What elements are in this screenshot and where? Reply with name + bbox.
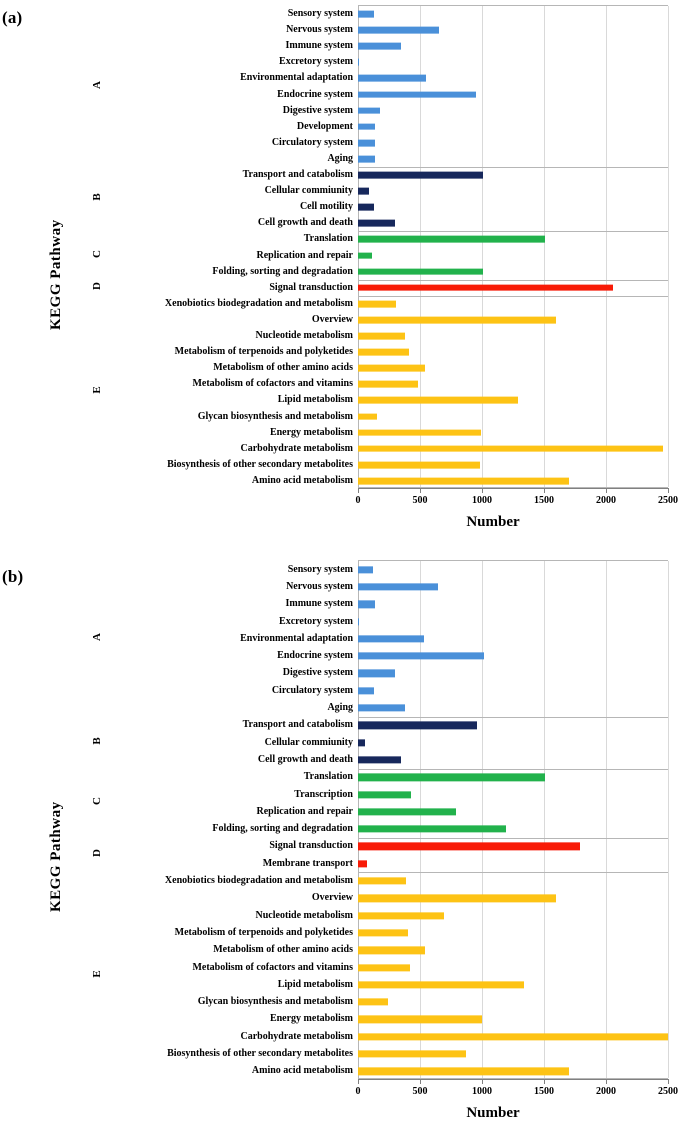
bar-row (240, 70, 668, 86)
bar-row (269, 838, 668, 855)
panel-b (0, 552, 685, 1135)
category-label: Nucleotide metabolism (255, 909, 353, 921)
category-label: Cell growth and death (257, 217, 353, 229)
category-label: Amino acid metabolism (251, 1065, 353, 1077)
bar (358, 601, 375, 608)
x-tick-label: 0 (355, 495, 361, 506)
bar-row (327, 151, 668, 167)
category-label: Aging (327, 152, 353, 164)
x-tick-mark (358, 1079, 359, 1084)
x-tick-mark (606, 1079, 607, 1084)
bar-row (279, 613, 668, 630)
bar (358, 1068, 569, 1075)
bar-row (285, 596, 668, 613)
category-label: Replication and repair (256, 805, 353, 817)
category-label: Nervous system (286, 580, 353, 592)
category-label: Energy metabolism (269, 1013, 353, 1025)
x-tick-label: 1000 (472, 1086, 492, 1097)
category-label: Biosynthesis of other secondary metabolites (167, 1048, 353, 1060)
category-label: Xenobiotics biodegradation and metabolism (164, 875, 353, 887)
bar (358, 349, 409, 356)
category-label: Lipid metabolism (277, 394, 353, 406)
bar-row (262, 855, 668, 872)
category-label: Sensory system (287, 8, 353, 20)
category-label: Transcription (294, 788, 353, 800)
x-tick-mark (668, 488, 669, 493)
category-label: Digestive system (282, 667, 353, 679)
category-label: Translation (303, 233, 353, 245)
category-label: Xenobiotics biodegradation and metabolism (164, 297, 353, 309)
x-tick-label: 2500 (658, 495, 678, 506)
bar (358, 461, 480, 468)
bar (358, 877, 406, 884)
bar-row (255, 328, 668, 344)
x-tick-mark (482, 1079, 483, 1084)
category-label: Energy metabolism (269, 426, 353, 438)
panel-a-y-axis-title: KEGG Pathway (48, 219, 64, 330)
bar-row (271, 682, 668, 699)
group-letter-c: C (91, 797, 103, 806)
bar (358, 635, 424, 642)
gridline-2500 (668, 6, 669, 487)
category-label: Biosynthesis of other secondary metabolites (167, 458, 353, 470)
category-label: Circulatory system (271, 136, 353, 148)
bar-row (282, 665, 668, 682)
category-label: Cell growth and death (257, 753, 353, 765)
x-tick-mark (668, 1079, 669, 1084)
category-label: Glycan biosynthesis and metabolism (197, 410, 353, 422)
bar-row (213, 360, 668, 376)
category-label: Environmental adaptation (240, 632, 353, 644)
category-label: Circulatory system (271, 684, 353, 696)
group-letter-e: E (91, 970, 103, 978)
bar-row (240, 1028, 668, 1045)
x-tick-label: 1000 (472, 495, 492, 506)
x-axis-line (358, 488, 668, 489)
bar (358, 756, 401, 763)
bar-row (197, 409, 668, 425)
bar-row (285, 38, 668, 54)
bar (358, 75, 426, 82)
x-tick-label: 500 (412, 495, 428, 506)
bar-row (327, 699, 668, 716)
group-letter-b: B (91, 736, 103, 745)
bar-row (192, 959, 668, 976)
category-label: Amino acid metabolism (251, 474, 353, 486)
bar (358, 843, 580, 850)
category-label: Membrane transport (262, 857, 353, 869)
bar (358, 860, 367, 867)
bar (358, 123, 375, 130)
panel-b-y-axis-title: KEGG Pathway (48, 801, 64, 912)
bar (358, 107, 380, 114)
bar (358, 1016, 482, 1023)
x-tick-mark (544, 488, 545, 493)
category-label: Metabolism of cofactors and vitamins (192, 378, 353, 390)
bar (358, 365, 425, 372)
bar (358, 204, 374, 211)
category-label: Replication and repair (256, 249, 353, 261)
bar (358, 220, 395, 227)
bar (358, 268, 483, 275)
bar (358, 413, 377, 420)
category-label: Carbohydrate metabolism (240, 1030, 353, 1042)
bar (358, 139, 375, 146)
group-letter-e: E (91, 386, 103, 395)
bar-row (240, 630, 668, 647)
category-label: Excretory system (279, 56, 353, 68)
category-label: Endocrine system (277, 88, 353, 100)
category-label: Transport and catabolism (242, 169, 353, 181)
panel-b-tag: (b) (2, 567, 24, 586)
category-label: Overview (311, 313, 353, 325)
category-label: Endocrine system (277, 650, 353, 662)
category-label: Folding, sorting and degradation (212, 265, 353, 277)
bar-row (286, 578, 668, 595)
panel-b-x-axis-title: Number (466, 1105, 520, 1121)
group-letter-a: A (91, 632, 103, 641)
bar-row (197, 994, 668, 1011)
x-tick-label: 0 (355, 1086, 361, 1097)
bar (358, 1033, 668, 1040)
bar-row (192, 376, 668, 392)
bar-row (256, 803, 668, 820)
category-label: Metabolism of other amino acids (213, 362, 353, 374)
bar (358, 653, 484, 660)
bar-row (240, 441, 668, 457)
bar (358, 445, 663, 452)
bar-row (296, 119, 668, 135)
bar-row (271, 135, 668, 151)
bar-row (264, 734, 668, 751)
bar (358, 11, 374, 18)
category-label: Overview (311, 892, 353, 904)
category-label: Cellular commiunity (264, 185, 353, 197)
bar-row (311, 312, 668, 328)
bar-row (212, 821, 668, 838)
x-axis-line (358, 1079, 668, 1080)
bar-row (164, 872, 668, 889)
bar (358, 172, 483, 179)
bar (358, 91, 476, 98)
bar-row (174, 924, 668, 941)
x-tick-label: 2000 (596, 1086, 616, 1097)
bar-row (251, 1063, 668, 1080)
group-letter-b: B (91, 193, 103, 201)
bar-row (251, 473, 668, 489)
bar (358, 236, 545, 243)
bar (358, 478, 569, 485)
bar-row (282, 103, 668, 119)
bar (358, 1050, 466, 1057)
category-label: Immune system (285, 598, 353, 610)
panel-a (0, 0, 685, 552)
x-tick-label: 2000 (596, 495, 616, 506)
panel-a-tag: (a) (2, 8, 23, 27)
bar-row (269, 425, 668, 441)
category-label: Cellular commiunity (264, 736, 353, 748)
bar (358, 981, 524, 988)
category-label: Glycan biosynthesis and metabolism (197, 996, 353, 1008)
x-tick-label: 2500 (658, 1086, 678, 1097)
bar (358, 687, 374, 694)
bar-row (303, 231, 668, 247)
bar (358, 929, 408, 936)
category-label: Sensory system (287, 563, 353, 575)
bar-row (167, 1045, 668, 1062)
bar (358, 618, 359, 625)
bar (358, 566, 373, 573)
bar (358, 188, 369, 195)
bar (358, 947, 425, 954)
bar-row (287, 561, 668, 578)
category-label: Aging (327, 702, 353, 714)
group-letter-d: D (91, 281, 103, 290)
category-label: Metabolism of other amino acids (213, 944, 353, 956)
bar-row (242, 167, 668, 183)
bar (358, 739, 365, 746)
bar (358, 429, 481, 436)
bar (358, 583, 438, 590)
bar-row (212, 264, 668, 280)
x-tick-label: 1500 (534, 495, 554, 506)
bar-row (256, 248, 668, 264)
category-label: Nervous system (286, 24, 353, 36)
bar-row (303, 769, 668, 786)
panel-b-plot-area (164, 560, 668, 1079)
bar (358, 43, 401, 50)
x-tick-mark (544, 1079, 545, 1084)
category-label: Environmental adaptation (240, 72, 353, 84)
category-label: Cell motility (299, 201, 353, 213)
bar-row (174, 344, 668, 360)
x-tick-mark (420, 1079, 421, 1084)
bar-row (257, 215, 668, 231)
category-label: Development (296, 120, 353, 132)
category-label: Digestive system (282, 104, 353, 116)
bar (358, 27, 439, 34)
bar (358, 722, 477, 729)
bar-row (287, 6, 668, 22)
x-tick-label: 500 (412, 1086, 428, 1097)
bar (358, 808, 456, 815)
category-label: Metabolism of terpenoids and polyketides (174, 346, 353, 358)
bar (358, 317, 556, 324)
bar (358, 670, 395, 677)
bar (358, 704, 405, 711)
category-label: Signal transduction (269, 281, 353, 293)
category-label: Carbohydrate metabolism (240, 442, 353, 454)
bar (358, 381, 418, 388)
bar-row (286, 22, 668, 38)
bar-row (311, 890, 668, 907)
bar-row (242, 717, 668, 734)
bar-row (269, 1011, 668, 1028)
bar-row (279, 54, 668, 70)
panel-a-x-axis-title: Number (466, 514, 520, 530)
group-letter-a: A (91, 80, 103, 89)
bar (358, 826, 506, 833)
bar-row (269, 280, 668, 296)
x-tick-mark (420, 488, 421, 493)
group-letter-c: C (91, 249, 103, 258)
category-label: Excretory system (279, 615, 353, 627)
x-tick-mark (606, 488, 607, 493)
bar (358, 300, 396, 307)
x-tick-mark (482, 488, 483, 493)
category-label: Translation (303, 771, 353, 783)
bar (358, 895, 556, 902)
bar (358, 59, 359, 66)
bar (358, 333, 405, 340)
bar (358, 252, 372, 259)
x-tick-mark (358, 488, 359, 493)
panel-a-plot-area (164, 5, 668, 488)
bar (358, 964, 410, 971)
bar (358, 774, 545, 781)
bar (358, 912, 444, 919)
bar-row (255, 907, 668, 924)
x-tick-label: 1500 (534, 1086, 554, 1097)
bar (358, 397, 518, 404)
category-label: Metabolism of terpenoids and polyketides (174, 926, 353, 938)
bar (358, 284, 613, 291)
bar (358, 791, 411, 798)
category-label: Folding, sorting and degradation (212, 823, 353, 835)
bar-row (257, 751, 668, 768)
category-label: Nucleotide metabolism (255, 330, 353, 342)
group-letter-d: D (91, 849, 103, 858)
bar (358, 999, 388, 1006)
bar (358, 156, 375, 163)
category-label: Transport and catabolism (242, 719, 353, 731)
bar-row (294, 786, 668, 803)
bar-row (213, 942, 668, 959)
category-label: Signal transduction (269, 840, 353, 852)
bar-row (164, 296, 668, 312)
bar-row (277, 392, 668, 408)
category-label: Lipid metabolism (277, 978, 353, 990)
bar-row (277, 648, 668, 665)
gridline-2500 (668, 561, 669, 1078)
bar-row (264, 183, 668, 199)
bar-row (167, 457, 668, 473)
bar-row (277, 87, 668, 103)
category-label: Metabolism of cofactors and vitamins (192, 961, 353, 973)
category-label: Immune system (285, 40, 353, 52)
bar-row (299, 199, 668, 215)
bar-row (277, 976, 668, 993)
